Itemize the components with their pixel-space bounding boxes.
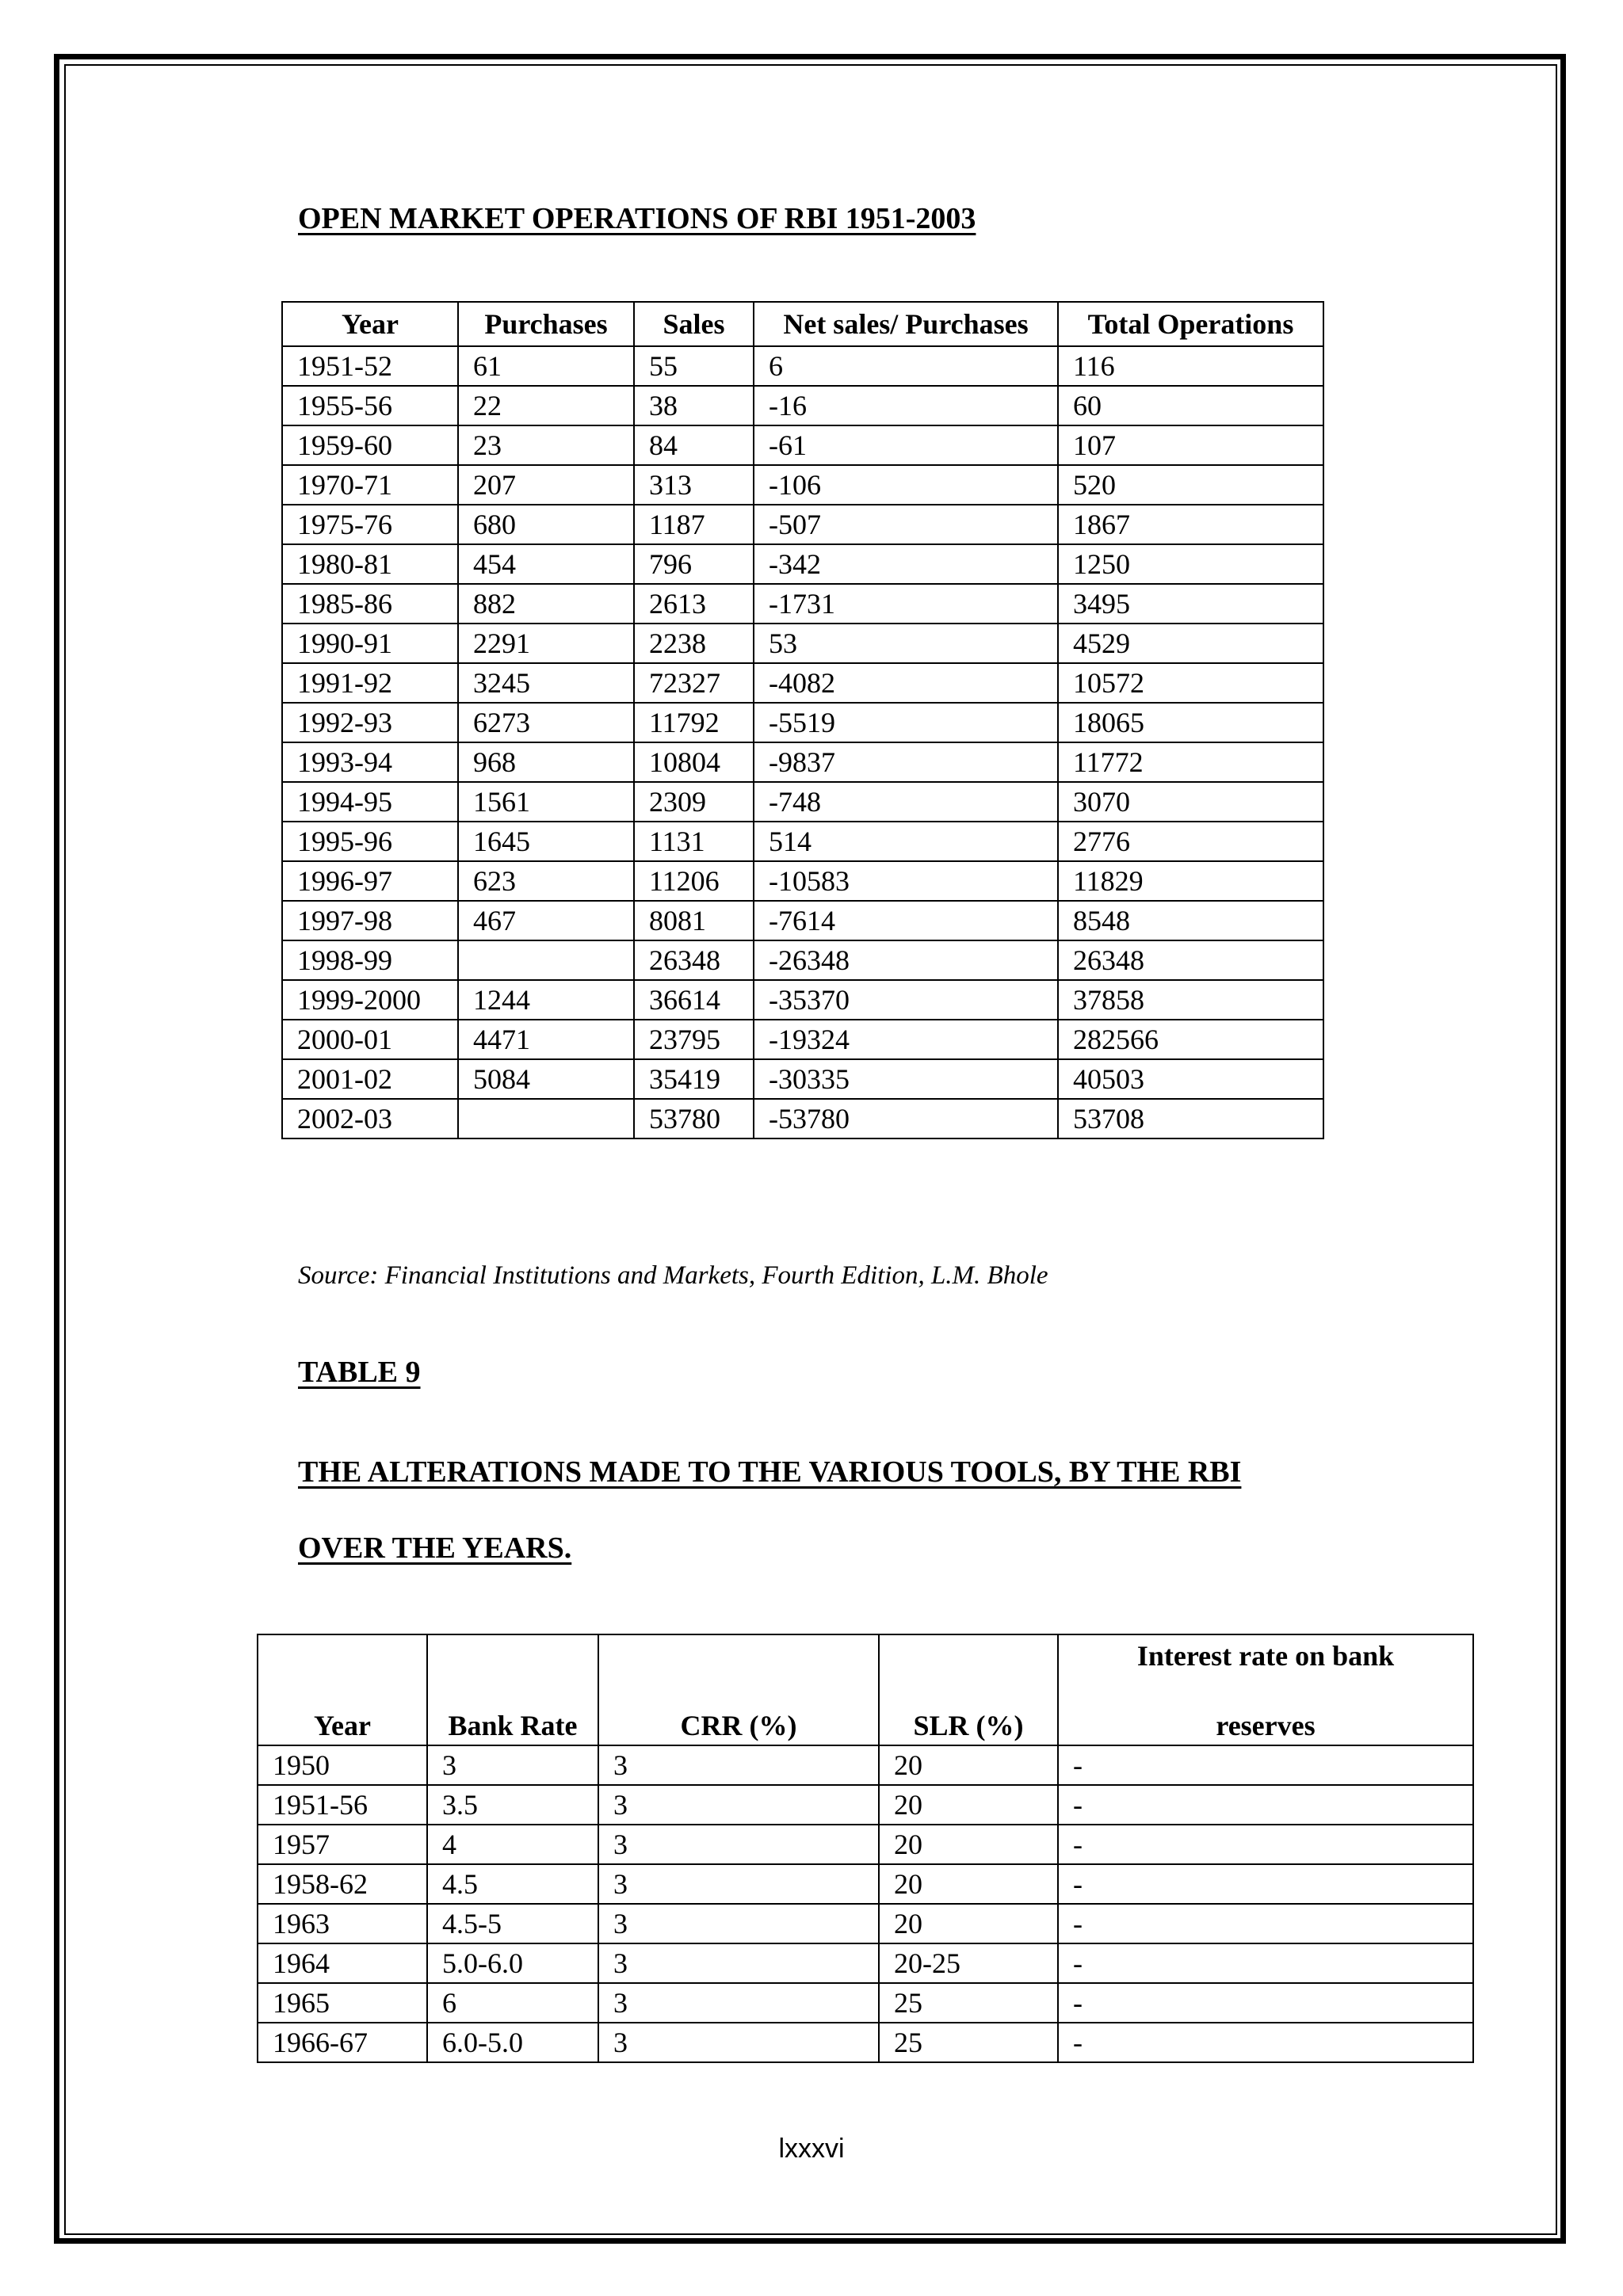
- table-cell: 116: [1058, 346, 1323, 386]
- table-cell: 20: [879, 1904, 1058, 1943]
- table-row: [282, 703, 1323, 742]
- omo-heading: OPEN MARKET OPERATIONS OF RBI 1951-2003: [298, 202, 976, 235]
- table-header-row: [258, 1634, 1473, 1745]
- table-cell: 467: [458, 901, 634, 940]
- table-cell: 10804: [634, 742, 754, 782]
- table-cell: 3: [598, 1983, 879, 2023]
- table-cell: -10583: [754, 861, 1058, 901]
- table-cell: 1998-99: [282, 940, 458, 980]
- table-row: [258, 1745, 1473, 1785]
- table-cell: -19324: [754, 1020, 1058, 1059]
- column-header: Purchases: [458, 302, 634, 346]
- table-cell: 1187: [634, 505, 754, 544]
- table-cell: 313: [634, 465, 754, 505]
- table-cell: 18065: [1058, 703, 1323, 742]
- table-cell: 1250: [1058, 544, 1323, 584]
- table-cell: 26348: [634, 940, 754, 980]
- table-cell: 38: [634, 386, 754, 425]
- table-cell: -: [1058, 2023, 1473, 2062]
- table-cell: -1731: [754, 584, 1058, 624]
- table-row: [282, 1059, 1323, 1099]
- table-row: [282, 1099, 1323, 1138]
- table-row: [282, 822, 1323, 861]
- table-cell: 6: [754, 346, 1058, 386]
- table-cell: 520: [1058, 465, 1323, 505]
- table-cell: 40503: [1058, 1059, 1323, 1099]
- column-header: Bank Rate: [427, 1634, 598, 1745]
- table-cell: 1965: [258, 1983, 427, 2023]
- table-cell: 22: [458, 386, 634, 425]
- table-cell: 20: [879, 1745, 1058, 1785]
- table-cell: 37858: [1058, 980, 1323, 1020]
- table-row: [282, 901, 1323, 940]
- table-cell: 282566: [1058, 1020, 1323, 1059]
- table-cell: [458, 1099, 634, 1138]
- table-cell: 3245: [458, 663, 634, 703]
- table-cell: 11829: [1058, 861, 1323, 901]
- table-cell: 107: [1058, 425, 1323, 465]
- table-cell: -: [1058, 1864, 1473, 1904]
- table-cell: -61: [754, 425, 1058, 465]
- column-header: CRR (%): [598, 1634, 879, 1745]
- table-row: [282, 861, 1323, 901]
- rbi-tools-table: [257, 1634, 1474, 2063]
- table-cell: 1964: [258, 1943, 427, 1983]
- column-header-line: reserves: [1216, 1710, 1316, 1741]
- table-cell: 10572: [1058, 663, 1323, 703]
- table-row: [282, 346, 1323, 386]
- table-cell: 23: [458, 425, 634, 465]
- table-cell: 1950: [258, 1745, 427, 1785]
- table-cell: 1959-60: [282, 425, 458, 465]
- table-cell: 1980-81: [282, 544, 458, 584]
- table-cell: 1958-62: [258, 1864, 427, 1904]
- table-row: [282, 1020, 1323, 1059]
- table-cell: -: [1058, 1983, 1473, 2023]
- table-cell: 2000-01: [282, 1020, 458, 1059]
- table-cell: 1999-2000: [282, 980, 458, 1020]
- table-cell: -106: [754, 465, 1058, 505]
- table-cell: 3: [598, 1825, 879, 1864]
- table-cell: -9837: [754, 742, 1058, 782]
- table-row: [258, 1983, 1473, 2023]
- table-cell: -: [1058, 1745, 1473, 1785]
- table-cell: 6.0-5.0: [427, 2023, 598, 2062]
- table-cell: 3: [598, 1943, 879, 1983]
- table-row: [282, 663, 1323, 703]
- table-cell: 26348: [1058, 940, 1323, 980]
- table-cell: 20-25: [879, 1943, 1058, 1983]
- table-cell: 3: [427, 1745, 598, 1785]
- table-cell: -: [1058, 1943, 1473, 1983]
- table-cell: 1975-76: [282, 505, 458, 544]
- table-cell: 454: [458, 544, 634, 584]
- table-cell: 11206: [634, 861, 754, 901]
- table-row: [282, 980, 1323, 1020]
- table-cell: 53: [754, 624, 1058, 663]
- table-cell: -7614: [754, 901, 1058, 940]
- table-cell: 53780: [634, 1099, 754, 1138]
- table-cell: 2776: [1058, 822, 1323, 861]
- table-cell: 4: [427, 1825, 598, 1864]
- table-row: [282, 782, 1323, 822]
- column-header: Year: [282, 302, 458, 346]
- table-row: [282, 940, 1323, 980]
- table-cell: -342: [754, 544, 1058, 584]
- table-header-row: [282, 302, 1323, 346]
- table-cell: 8081: [634, 901, 754, 940]
- table-cell: 2001-02: [282, 1059, 458, 1099]
- table-cell: -53780: [754, 1099, 1058, 1138]
- table-cell: 514: [754, 822, 1058, 861]
- table-cell: 1966-67: [258, 2023, 427, 2062]
- table-cell: 1244: [458, 980, 634, 1020]
- column-header: Year: [258, 1634, 427, 1745]
- table-row: [258, 1785, 1473, 1825]
- table-cell: 3070: [1058, 782, 1323, 822]
- table-cell: 4471: [458, 1020, 634, 1059]
- table-cell: 1994-95: [282, 782, 458, 822]
- table-cell: 1951-52: [282, 346, 458, 386]
- table-cell: 4529: [1058, 624, 1323, 663]
- column-header: Sales: [634, 302, 754, 346]
- table-cell: 20: [879, 1785, 1058, 1825]
- table-cell: 2309: [634, 782, 754, 822]
- source-note: Source: Financial Institutions and Markets, Fourth Edition, L.M. Bhole: [298, 1261, 1048, 1290]
- table-cell: 6: [427, 1983, 598, 2023]
- table-cell: 1993-94: [282, 742, 458, 782]
- table-cell: 3: [598, 2023, 879, 2062]
- table-cell: 2613: [634, 584, 754, 624]
- table-cell: 1645: [458, 822, 634, 861]
- table-cell: 1991-92: [282, 663, 458, 703]
- table-cell: -16: [754, 386, 1058, 425]
- table-cell: 5084: [458, 1059, 634, 1099]
- table-cell: 36614: [634, 980, 754, 1020]
- column-header-line: Interest rate on bank: [1136, 1640, 1395, 1672]
- table-row: [258, 1825, 1473, 1864]
- table-cell: -5519: [754, 703, 1058, 742]
- table-cell: 1957: [258, 1825, 427, 1864]
- table-cell: 2002-03: [282, 1099, 458, 1138]
- table-cell: 207: [458, 465, 634, 505]
- table-cell: 4.5: [427, 1864, 598, 1904]
- table-cell: 53708: [1058, 1099, 1323, 1138]
- table-cell: 1951-56: [258, 1785, 427, 1825]
- table-cell: 25: [879, 2023, 1058, 2062]
- table-cell: 3: [598, 1785, 879, 1825]
- table-cell: 11792: [634, 703, 754, 742]
- table9-title-line2: OVER THE YEARS.: [298, 1531, 572, 1565]
- table-cell: 3.5: [427, 1785, 598, 1825]
- table-cell: -30335: [754, 1059, 1058, 1099]
- column-header: Net sales/ Purchases: [754, 302, 1058, 346]
- table-row: [282, 544, 1323, 584]
- column-header: [1058, 1634, 1473, 1745]
- table-cell: 3: [598, 1904, 879, 1943]
- table-cell: 1963: [258, 1904, 427, 1943]
- column-header: Total Operations: [1058, 302, 1323, 346]
- table-row: [282, 386, 1323, 425]
- table-cell: 8548: [1058, 901, 1323, 940]
- table-cell: 1990-91: [282, 624, 458, 663]
- table-cell: 20: [879, 1825, 1058, 1864]
- table-cell: 1995-96: [282, 822, 458, 861]
- table-cell: 20: [879, 1864, 1058, 1904]
- table-row: [258, 1943, 1473, 1983]
- table-cell: 3: [598, 1864, 879, 1904]
- page-number: lxxxvi: [778, 2134, 845, 2164]
- table-cell: 4.5-5: [427, 1904, 598, 1943]
- table-cell: 882: [458, 584, 634, 624]
- table-cell: -: [1058, 1825, 1473, 1864]
- table-cell: 61: [458, 346, 634, 386]
- column-header: SLR (%): [879, 1634, 1058, 1745]
- table-cell: -: [1058, 1904, 1473, 1943]
- table-cell: 1985-86: [282, 584, 458, 624]
- table-cell: 55: [634, 346, 754, 386]
- table-cell: 623: [458, 861, 634, 901]
- table-cell: 11772: [1058, 742, 1323, 782]
- table-cell: 1970-71: [282, 465, 458, 505]
- table-cell: 1867: [1058, 505, 1323, 544]
- table-cell: 3495: [1058, 584, 1323, 624]
- table-cell: 968: [458, 742, 634, 782]
- table-cell: 35419: [634, 1059, 754, 1099]
- table-cell: -35370: [754, 980, 1058, 1020]
- table-row: [282, 505, 1323, 544]
- table-cell: -748: [754, 782, 1058, 822]
- table-cell: 84: [634, 425, 754, 465]
- table-cell: 23795: [634, 1020, 754, 1059]
- table-cell: [458, 940, 634, 980]
- table-cell: 2291: [458, 624, 634, 663]
- table-row: [282, 742, 1323, 782]
- table-cell: -26348: [754, 940, 1058, 980]
- table-cell: 2238: [634, 624, 754, 663]
- table-row: [282, 425, 1323, 465]
- table-cell: 1131: [634, 822, 754, 861]
- table-cell: 1996-97: [282, 861, 458, 901]
- table-cell: -: [1058, 1785, 1473, 1825]
- table-cell: 72327: [634, 663, 754, 703]
- table-cell: 25: [879, 1983, 1058, 2023]
- table-row: [258, 2023, 1473, 2062]
- table-row: [282, 624, 1323, 663]
- table-cell: -507: [754, 505, 1058, 544]
- open-market-operations-table: [281, 301, 1324, 1139]
- table-cell: 1992-93: [282, 703, 458, 742]
- table-row: [282, 465, 1323, 505]
- table-cell: -4082: [754, 663, 1058, 703]
- table-cell: 796: [634, 544, 754, 584]
- table-cell: 60: [1058, 386, 1323, 425]
- table-row: [258, 1904, 1473, 1943]
- table-cell: 6273: [458, 703, 634, 742]
- table-cell: 680: [458, 505, 634, 544]
- table-row: [282, 584, 1323, 624]
- table-row: [258, 1864, 1473, 1904]
- table-cell: 1997-98: [282, 901, 458, 940]
- table9-label: TABLE 9: [298, 1356, 421, 1389]
- table9-title-line1: THE ALTERATIONS MADE TO THE VARIOUS TOOLS, BY THE RBI: [298, 1455, 1242, 1489]
- table-cell: 1561: [458, 782, 634, 822]
- table-cell: 5.0-6.0: [427, 1943, 598, 1983]
- table-cell: 3: [598, 1745, 879, 1785]
- table-cell: 1955-56: [282, 386, 458, 425]
